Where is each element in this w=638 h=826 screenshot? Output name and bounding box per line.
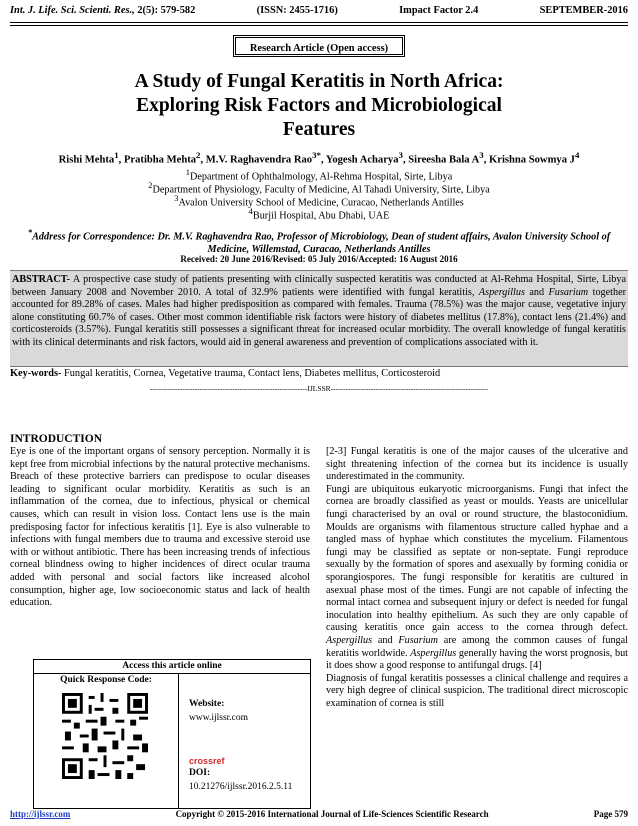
- crossref-logo-icon: [189, 755, 229, 765]
- author: M.V. Raghavendra Rao: [205, 154, 313, 166]
- keywords-label: Key-words-: [10, 368, 62, 379]
- paragraph: Eye is one of the important organs of sensory perception. Normally it is kept free from microbial infections by the natural protective mechanisms. Breach of these protective barriers can predispose to ocular diseases leading to significant ocular morbidity. Keratitis as such is an inflammation of the cornea, due to infectious, physical or chemical causes, which can result in vision loss. Contact lens use is the main predisposing factor for infectious keratitis [1]. Eye is also vulnerable to infections with fungal members due to trauma and excessive steroid use with or without antibiotic. There has been increasing trends of infectious corneal blindness owing to higher incidences of direct ocular trauma added with personal and social factors like increased alcohol consumption, higher age, low socioeconomic status and lack of health education.: [10, 446, 310, 609]
- article-type-badge: Research Article (Open access): [233, 35, 405, 57]
- title-line-1: A Study of Fungal Keratitis in North Africa:: [134, 71, 504, 92]
- correspondence-address: *Address for Correspondence: Dr. M.V. Raghavendra Rao, Professor of Microbiology, Dean of student affairs, Avalon University School of Medicine, Willemstad, Curacao, Netherlands Antilles: [27, 227, 611, 256]
- intro-right-column: [326, 446, 628, 710]
- affiliation: $^2$Department of Physiology, Faculty of Medicine, Al Tahadi University, Sirte, Libya: [148, 180, 490, 196]
- author: Krishna Sowmya J: [489, 154, 575, 166]
- header-rule-2: [10, 25, 628, 26]
- qr-label: Quick Response Code:: [60, 675, 152, 685]
- section-heading: INTRODUCTION: [10, 433, 103, 445]
- page-footer: [10, 809, 628, 819]
- title-line-3: Features: [282, 119, 356, 140]
- journal-name: Int. J. Life. Sci. Scienti. Res.,: [10, 5, 135, 16]
- received-dates: Received: 20 June 2016/Revised: 05 July 2016/Accepted: 16 August 2016: [180, 254, 458, 264]
- website-link[interactable]: www.ijlssr.com: [189, 713, 249, 723]
- affiliation: $^1$Department of Ophthalmology, Al-Rehma Hospital, Sirte, Libya: [185, 167, 453, 183]
- header-rule: [10, 22, 628, 23]
- title-line-2: Exploring Risk Factors and Microbiological: [136, 95, 502, 116]
- page-number: Page 579: [593, 809, 628, 819]
- abstract-block: ABSTRACT- A prospective case study of patients presenting with clinically suspected keratitis was conducted at Al-Rehma Hospital, Sirte, Libya between January 2008 and November 2010. A total of 32.9% patients were identified with fungal keratitis, Aspergillus and Fusarium together accounted for 89.28% of cases. Males had higher predisposition as compared with females. Trauma (78.5%) was the major cause, vegetative injury alone constituting 60.7% of cases. Other most common identifiable risk factors were history of diabetes mellitus (17.8%), contact lens (21.4%) and corticosteroids (3.57%). Fungal keratitis still possesses a significant threat for increased ocular morbidity. The overall knowledge of fungal keratitis with its clinical determinants and risk factors, would aid in general awareness and prevention of complications associated with it.: [10, 270, 628, 367]
- author: Rishi Mehta: [58, 154, 115, 166]
- paragraph: [2-3] Fungal keratitis is one of the major causes of the ulcerative and sight threatening infection of the cornea but its incidence is usually underestimated in the community.: [326, 446, 628, 483]
- paragraph: Diagnosis of fungal keratitis possesses a clinical challenge and requires a very high degree of clinical suspicion. The traditional direct microscopic examination of cornea is still: [326, 672, 628, 709]
- volume: 2(5): 579-582: [137, 5, 196, 16]
- author: Pratibha Mehta: [123, 154, 197, 166]
- author: Sireesha Bala A: [408, 154, 480, 166]
- doi-label: DOI:: [189, 768, 211, 778]
- author-list: Rishi Mehta$^1$, Pratibha Mehta$^2$, M.V. Raghavendra Rao$^{3*}$, Yogesh Acharya$^3$, Sireesha Bala $A^3$, Krishna Sowmya $J^4$: [58, 150, 580, 166]
- running-header: [10, 5, 628, 16]
- access-box-title: Access this article online: [34, 660, 310, 674]
- affiliation: $^3$Avalon University School of Medicine, Curacao, Netherlands Antilles: [174, 193, 464, 209]
- paragraph: Fungi are ubiquitous eukaryotic microorganisms. Fungi that infect the cornea are broadly classified as yeast or moulds. Yeasts are unicellular fungi characterised by an oval or round structure, the blastoconidium. Moulds are organisms with filamentous structure called hyphae and a tangled mass of hyphae which constitutes the mycelium. Filamentous fungi may be classified as septate or non-septate. Fungi reproduce sexually by the formation of spores and asexually by forming conidia or sporangiospores. The fungi responsible for keratitis are cultured in asexual phase most of the times. Fungi are not capable of infecting the normal intact cornea and subsequent injury or defect is needed for fungal inoculation into healthy epithelium. As such they are only capable of causing keratitis once gain access to the cornea through defect. Aspergillus and Fusarium are among the common causes of fungal keratitis worldwide. Aspergillus generally having the worst prognosis, but it does show a good response to antifungal drugs. [4]: [326, 483, 628, 672]
- doi-link[interactable]: 10.21276/ijlssr.2016.2.5.11: [189, 782, 293, 792]
- qr-code-icon[interactable]: [62, 693, 148, 779]
- journal-url-link[interactable]: http://ijlssr.com: [10, 809, 71, 819]
- affiliation: $^4$Burjil Hospital, Abu Dhabi, UAE: [248, 206, 390, 222]
- intro-left-column: [10, 446, 310, 610]
- author: Yogesh Acharya: [325, 154, 399, 166]
- access-online-box: [33, 659, 311, 809]
- abstract-label: ABSTRACT-: [12, 274, 70, 285]
- issue-date: SEPTEMBER-2016: [539, 5, 628, 16]
- impact-factor: Impact Factor 2.4: [399, 5, 479, 16]
- svg-text:crossref: crossref: [189, 756, 225, 765]
- paper-title: [20, 70, 618, 142]
- copyright: Copyright © 2015-2016 International Journal of Life-Sciences Scientific Research: [175, 809, 489, 819]
- keywords: Key-words- Fungal keratitis, Cornea, Vegetative trauma, Contact lens, Diabetes mellitus, Corticosteroid: [10, 368, 441, 379]
- website-label: Website:: [189, 699, 225, 709]
- separator: ---------------------------------------------------------------IJLSSR---------------------------------------------------------------: [149, 384, 489, 393]
- issn: (ISSN: 2455-1716): [256, 5, 338, 16]
